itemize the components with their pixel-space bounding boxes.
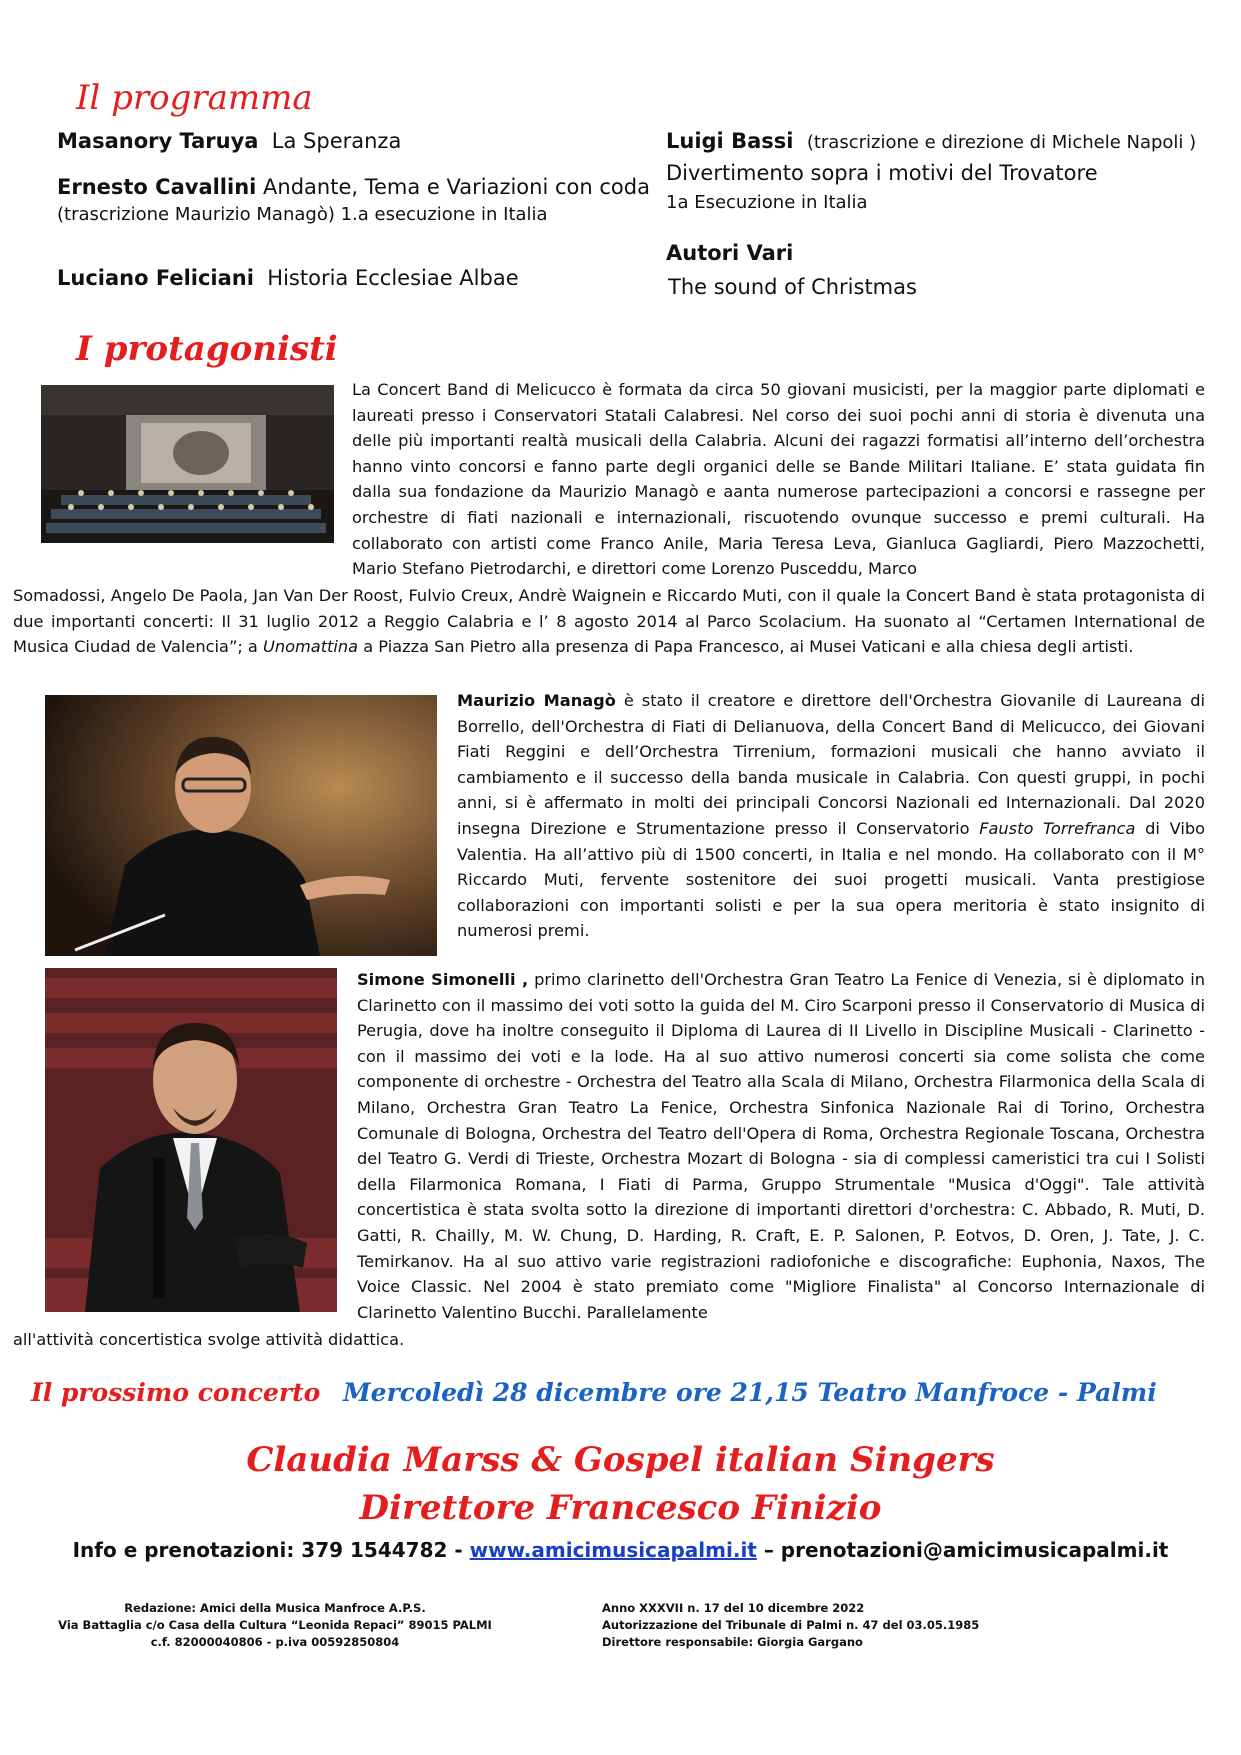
website-link[interactable]: www.amicimusicapalmi.it bbox=[469, 1538, 757, 1562]
conductor-name: Maurizio Managò bbox=[457, 691, 616, 710]
next-concert-label: Il prossimo concerto bbox=[31, 1378, 321, 1407]
footer-line: Redazione: Amici della Musica Manfroce A.P.S. bbox=[124, 1601, 426, 1615]
info-email[interactable]: – prenotazioni@amicimusicapalmi.it bbox=[756, 1538, 1169, 1562]
composer-name: Luciano Feliciani bbox=[57, 266, 254, 290]
footer-line: Anno XXXVII n. 17 del 10 dicembre 2022 bbox=[602, 1601, 865, 1615]
work-note: (trascrizione Maurizio Managò) 1.a esecuzione in Italia bbox=[57, 204, 548, 225]
info-phone: Info e prenotazioni: 379 1544782 - bbox=[72, 1538, 470, 1562]
work-title: Andante, Tema e Variazioni con coda bbox=[263, 175, 650, 199]
protagonists-heading: I protagonisti bbox=[76, 329, 338, 369]
footer-line: Direttore responsabile: Giorgia Gargano bbox=[602, 1635, 863, 1649]
next-concert-director: Direttore Francesco Finizio bbox=[359, 1488, 882, 1528]
band-bio-continued: Somadossi, Angelo De Paola, Jan Van Der Roost, Fulvio Creux, Andrè Waignein e Riccardo Muti, con il quale la Concert Band è stata protagonista di due importanti concerti: Il 31 luglio 2012 a Reggio Calabria e l’ 8 agosto 2014 al Parco Scolacium. Ha suonato al “Certamen International de Musica Ciudad de Valencia”; a Unomattina a Piazza San Pietro alla presenza di Papa Francesco, ai Musei Vaticani e alla chiesa degli artisti. bbox=[13, 586, 1205, 657]
composer-name: Masanory Taruya bbox=[57, 129, 259, 153]
composer-name: Ernesto Cavallini bbox=[57, 175, 257, 199]
work-title: Divertimento sopra i motivi del Trovatore bbox=[666, 161, 1098, 185]
soloist-bio: Simone Simonelli , primo clarinetto dell'Orchestra Gran Teatro La Fenice di Venezia, si è diplomato in Clarinetto con il massimo dei voti sotto la guida del M. Ciro Scarponi presso il Conservatorio di Musica di Perugia, dove ha inoltre conseguito il Diploma di Laurea di II Livello in Discipline Musicali - Clarinetto - con il massimo dei voti e la lode. Ha al suo attivo numerosi concerti sia come solista che come componente di orchestre - Orchestra del Teatro alla Scala di Milano, Orchestra Filarmonica della Scala di Milano, Orchestra Gran Teatro La Fenice, Orchestra Sinfonica Nazionale Rai di Torino, Orchestra Comunale di Bologna, Orchestra del Teatro dell'Opera di Roma, Orchestra Regionale Toscana, Orchestra del Teatro G. Verdi di Trieste, Orchestra Mozart di Bologna - sia di complessi cameristici tra cui I Solisti della Filarmonica Romana, I Fiati di Parma, Gruppo Strumentale "Musica d'Oggi". Tale attività concertistica è stata svolta sotto la direzione di importanti direttori d'orchestra: C. Abbado, R. Muti, D. Gatti, R. Chailly, M. W. Chung, D. Harding, R. Craft, E. P. Salonen, P. Eotvos, D. Oren, J. Tate, J. C. Temirkanov. Ha al suo attivo varie registrazioni radiofoniche e discografiche: Euphonia, Naxos, The Voice Classic. Nel 2004 è stato premiato come "Migliore Finalista" al Concorso Internazionale di Clarinetto Valentino Bucchi. Parallelamente bbox=[357, 970, 1205, 1322]
tv-show-name: Unomattina bbox=[263, 637, 359, 657]
soloist-name: Simone Simonelli , bbox=[357, 970, 529, 989]
program-item bbox=[57, 174, 650, 201]
work-title: The sound of Christmas bbox=[668, 275, 917, 299]
work-title: La Speranza bbox=[271, 129, 402, 153]
composer-name: Autori Vari bbox=[666, 241, 794, 265]
program-item bbox=[57, 265, 519, 292]
band-bio: La Concert Band di Melicucco è formata da circa 50 giovani musicisti, per la maggior parte diplomati e laureati presso i Conservatori Statali Calabresi. Nel corso dei suoi pochi anni di storia è divenuta una delle più importanti realtà musicali della Calabria. Alcuni dei ragazzi formatisi all’interno dell’orchestra hanno vinto concorsi e fanno parte degli organici delle se Bande Militari Italiane. E’ stata guidata fin dalla sua fondazione da Maurizio Managò e aanta numerose partecipazioni a concorsi e rassegne per orchestre di fiati nazionali e internazionali, riscuotendo ovunque successo e premi culturali. Ha collaborato con artisti come Franco Anile, Maria Teresa Leva, Gianluca Gagliardi, Piero Mazzochetti, Mario Stefano Pietrodarchi, e direttori come Lorenzo Pusceddu, Marco bbox=[352, 380, 1205, 579]
next-concert-date: Mercoledì 28 dicembre ore 21,15 Teatro Manfroce - Palmi bbox=[343, 1378, 1157, 1407]
program-heading: Il programma bbox=[76, 78, 313, 118]
program-item bbox=[666, 128, 1196, 156]
work-note: (trascrizione e direzione di Michele Napoli ) bbox=[806, 132, 1197, 153]
soloist-photo bbox=[45, 968, 337, 1312]
composer-name: Luigi Bassi bbox=[666, 129, 794, 153]
band-name: Concert Band di Melicucco bbox=[377, 380, 596, 399]
soloist-bio-continued: all'attività concertistica svolge attività didattica. bbox=[13, 1330, 405, 1349]
footer-line: Via Battaglia c/o Casa della Cultura “Leonida Repaci” 89015 PALMI bbox=[58, 1618, 492, 1632]
conservatory-name: Fausto Torrefranca bbox=[979, 818, 1136, 838]
footer-right bbox=[602, 1600, 979, 1651]
work-note: 1a Esecuzione in Italia bbox=[666, 192, 868, 213]
conductor-bio: Maurizio Managò è stato il creatore e direttore dell'Orchestra Giovanile di Laureana di Borrello, dell'Orchestra di Fiati di Delianuova, della Concert Band di Melicucco, dei Giovani Fiati Reggini e dell’Orchestra Tirrenium, formazioni musicali che hanno avviato il cambiamento e il successo della banda musicale in Calabria. Con questi gruppi, in pochi anni, si è affermato in molti dei principali Concorsi Nazionali ed Internazionali. Dal 2020 insegna Direzione e Strumentazione presso il Conservatorio Fausto Torrefranca di Vibo Valentia. Ha all’attivo più di 1500 concerti, in Italia e nel mondo. Ha collaborato con il M° Riccardo Muti, fervente sostenitore dei suoi progetti musicali. Vanta prestigiose collaborazioni con importanti solisti e per la sua opera meritoria è stato insignito di numerosi premi. bbox=[457, 691, 1205, 941]
band-photo bbox=[41, 385, 334, 543]
info-line bbox=[0, 1538, 1241, 1562]
footer-line: c.f. 82000040806 - p.iva 00592850804 bbox=[150, 1635, 400, 1649]
program-item bbox=[57, 128, 401, 155]
footer-left bbox=[0, 1600, 550, 1651]
work-title: Historia Ecclesiae Albae bbox=[267, 266, 519, 290]
footer-line: Autorizzazione del Tribunale di Palmi n. 47 del 03.05.1985 bbox=[602, 1618, 980, 1632]
next-concert-performers: Claudia Marss & Gospel italian Singers bbox=[246, 1440, 995, 1480]
conductor-photo bbox=[45, 695, 437, 956]
